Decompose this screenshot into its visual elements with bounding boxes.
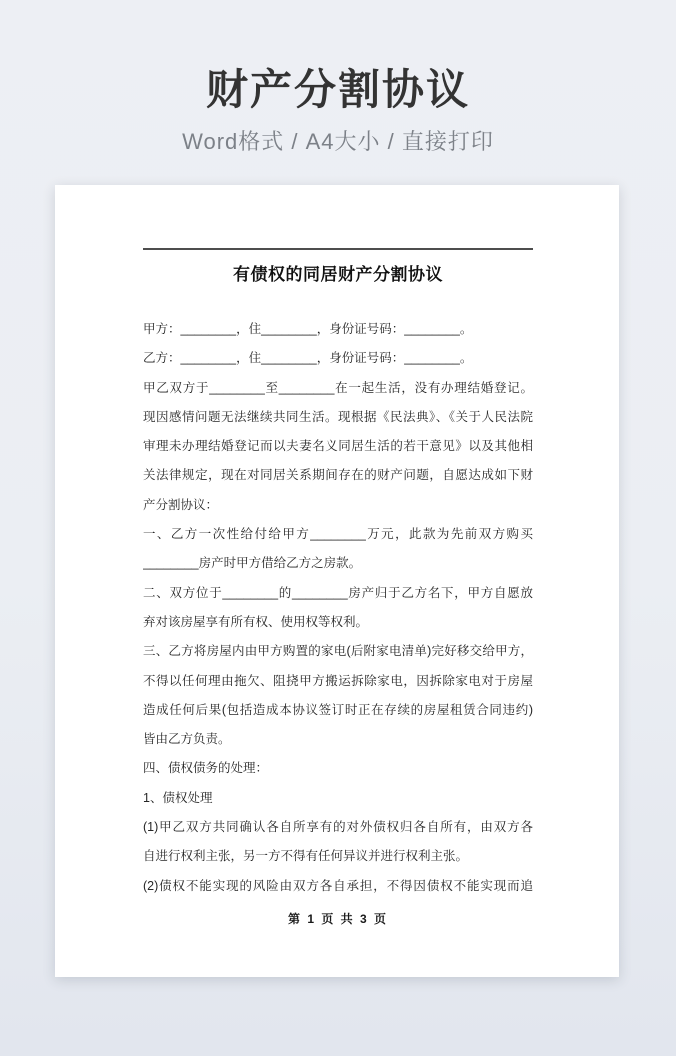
document-line: 1、债权处理 [143,790,213,805]
document-line: 一、乙方一次性给付给甲方________万元，此款为先前双方购买 [143,527,533,542]
document-line: (2)债权不能实现的风险由双方各自承担，不得因债权不能实现而追 [143,878,533,893]
document-line: 自进行权利主张，另一方不得有任何异议并进行权利主张。 [143,849,469,864]
document-line: 产分割协议： [143,497,219,512]
document-line: 不得以任何理由拖欠、阻挠甲方搬运拆除家电，因拆除家电对于房屋 [143,673,533,688]
page-subtitle: Word格式 / A4大小 / 直接打印 [182,129,494,154]
document-line: 审理未办理结婚登记而以夫妻名义同居生活的若干意见》以及其他相 [143,439,533,454]
page-title: 财产分割协议 [205,66,470,113]
document-line: 三、乙方将房屋内由甲方购置的家电(后附家电清单)完好移交给甲方， [143,644,533,659]
document-line: 造成任何后果(包括造成本协议签订时正在存续的房屋租赁合同违约) [143,702,533,717]
document-line: 乙方：________，住________，身份证号码：________。 [143,351,473,366]
document-line: ________房产时甲方借给乙方之房款。 [143,556,362,571]
page-header [0,0,676,156]
document-line: 二、双方位于________的________房产归于乙方名下，甲方自愿放 [143,585,533,600]
document-page [55,185,619,977]
title-rule [143,248,533,250]
document-line: 四、债权债务的处理： [143,761,269,776]
document-content [143,185,533,927]
document-title: 有债权的同居财产分割协议 [233,265,443,284]
document-line: 弃对该房屋享有所有权、使用权等权利。 [143,614,369,629]
document-line: 现因感情问题无法继续共同生活。现根据《民法典》、《关于人民法院 [143,409,533,424]
document-body [143,315,533,901]
document-line: 关法律规定，现在对同居关系期间存在的财产问题，自愿达成如下财 [143,468,533,483]
page-number: 第 1 页 共 3 页 [287,911,389,926]
document-line: (1)甲乙双方共同确认各自所享有的对外债权归各自所有，由双方各 [143,820,533,835]
document-line: 甲乙双方于________至________在一起生活，没有办理结婚登记。 [143,380,533,395]
document-line: 甲方：________，住________，身份证号码：________。 [143,322,473,336]
document-line: 皆由乙方负责。 [143,732,231,747]
